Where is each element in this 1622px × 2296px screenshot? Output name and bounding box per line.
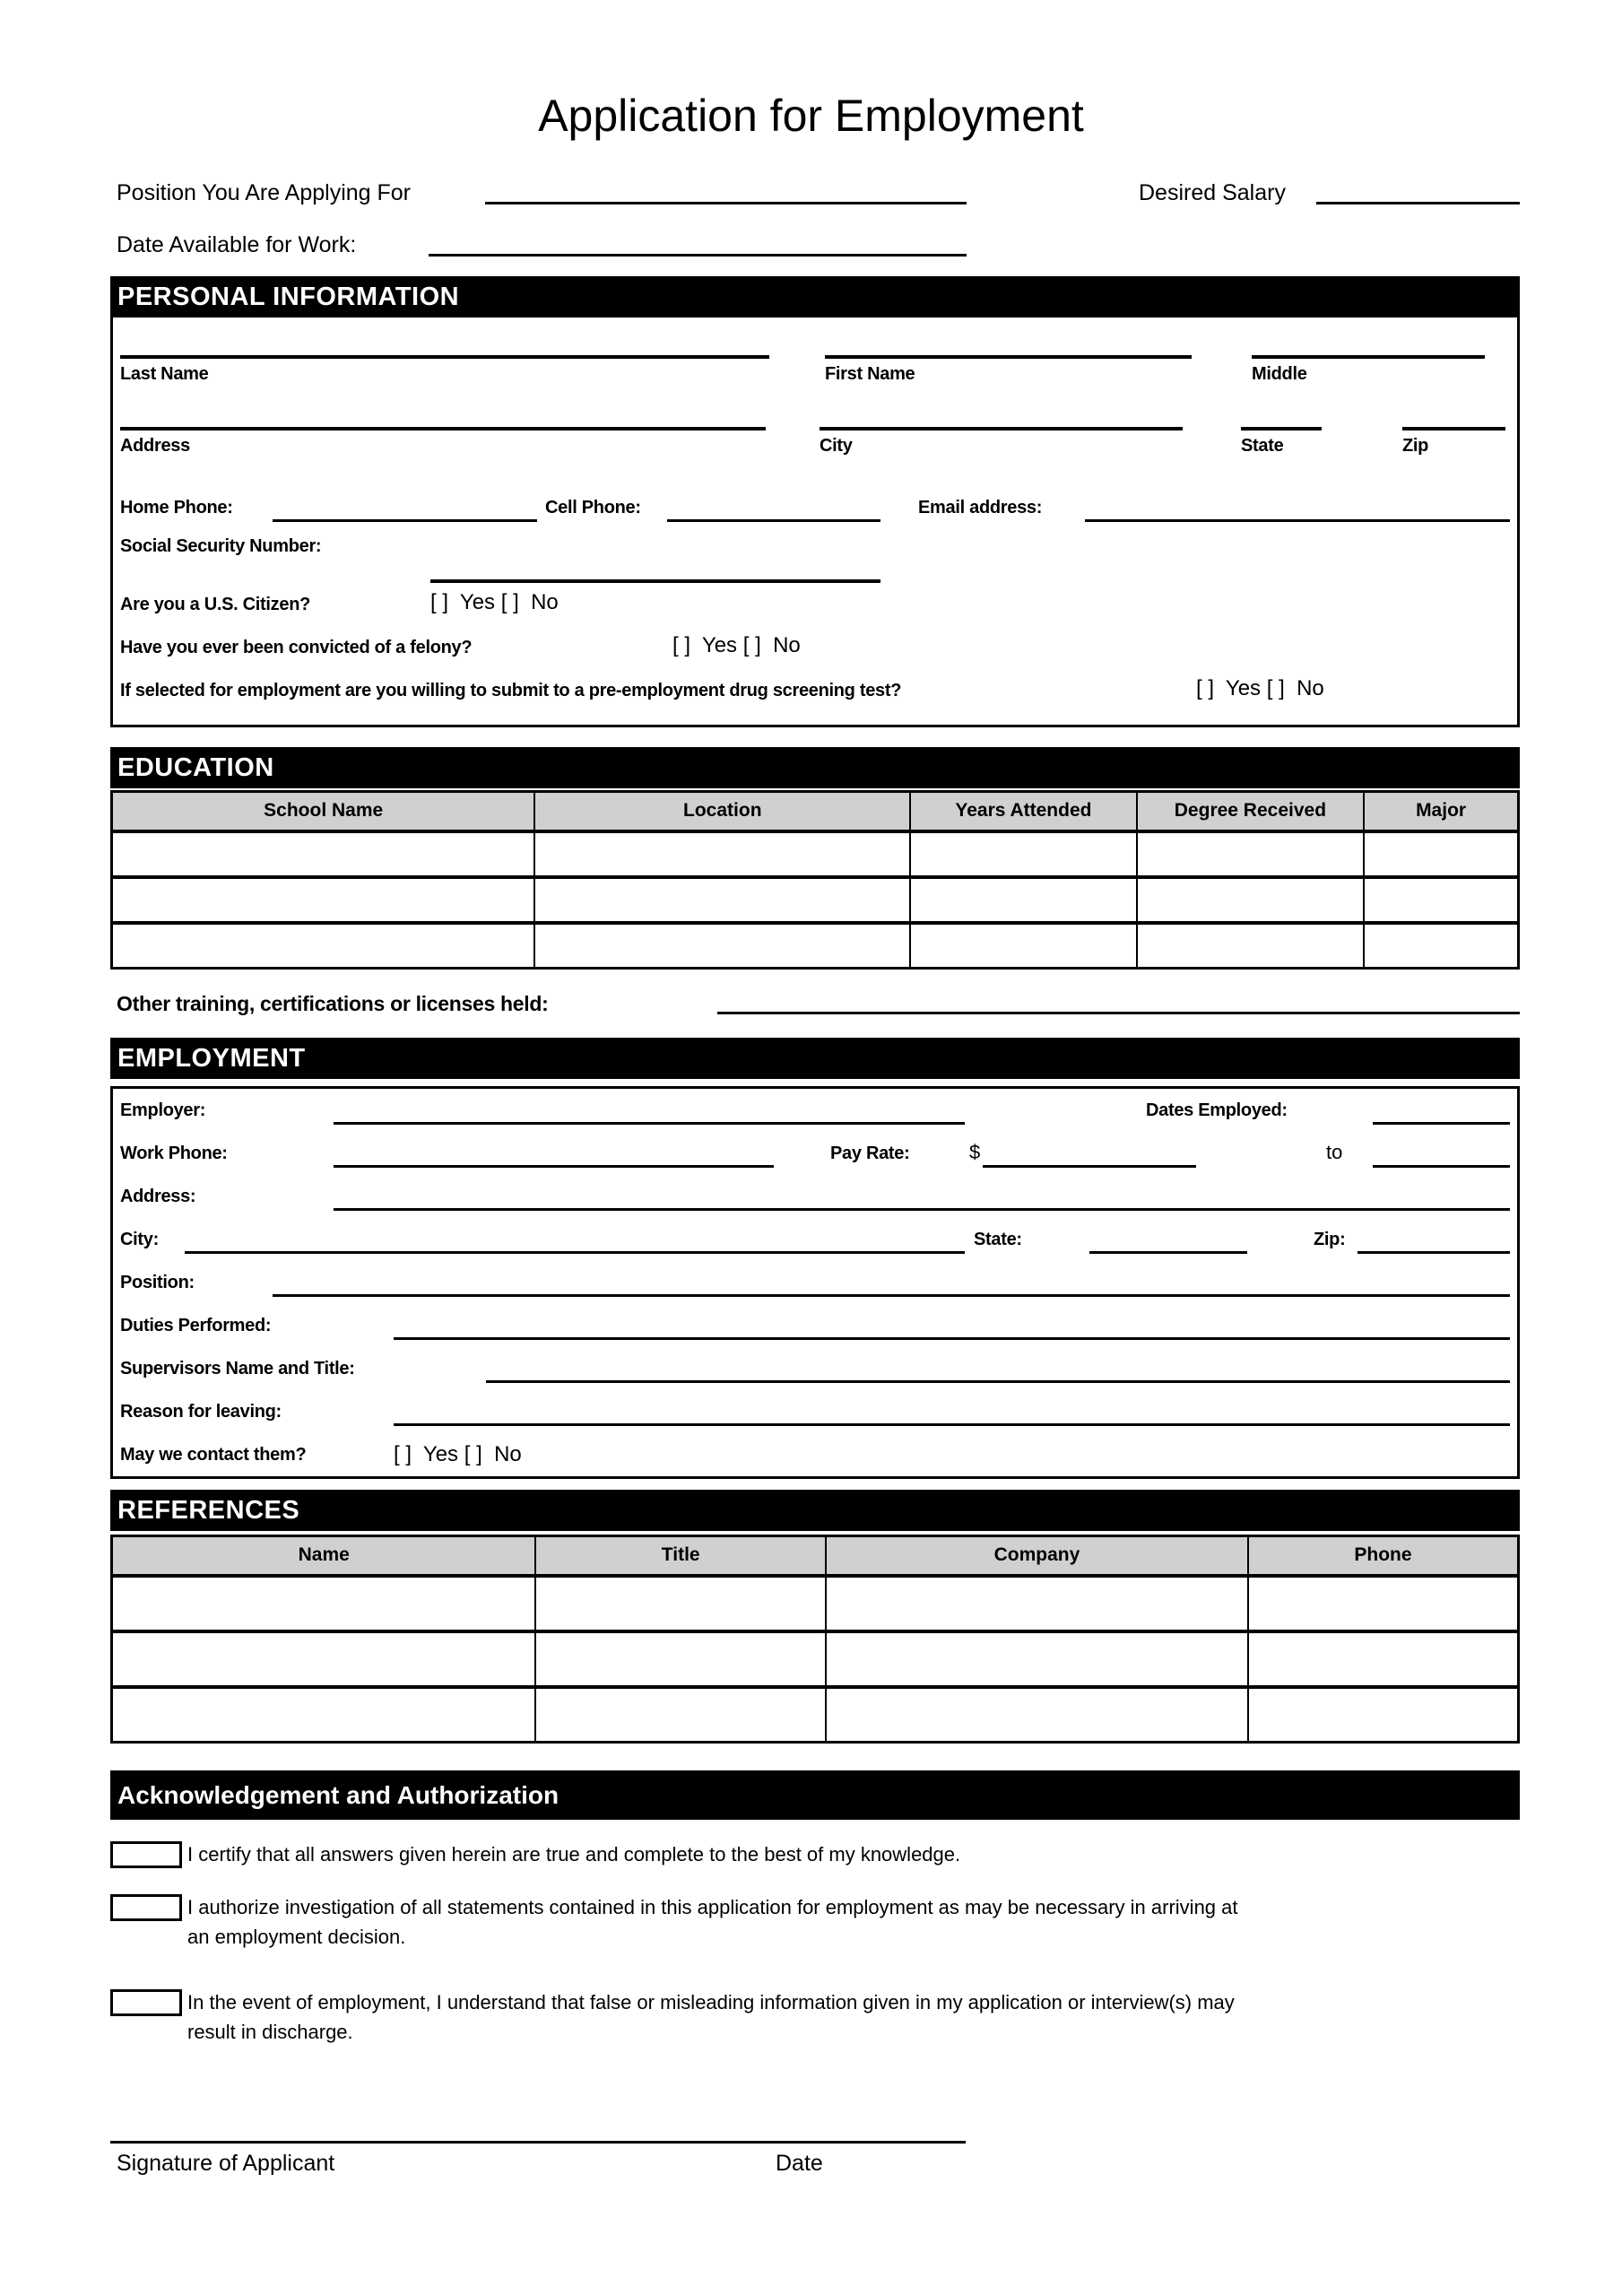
references-cell[interactable] <box>1248 1687 1519 1743</box>
education-cell[interactable] <box>1137 923 1364 969</box>
references-cell[interactable] <box>1248 1631 1519 1687</box>
dates-employed-from-line[interactable] <box>1373 1122 1510 1125</box>
other-training-label: Other training, certifications or licenses held: <box>117 992 549 1015</box>
cell-phone-input-line[interactable] <box>667 519 880 522</box>
references-row <box>112 1687 1519 1743</box>
references-header-row <box>112 1536 1519 1576</box>
pay-rate-to-label: to <box>1326 1141 1343 1163</box>
desired-salary-label: Desired Salary <box>1139 180 1286 205</box>
ssn-label: Social Security Number: <box>120 536 322 556</box>
education-col-degree-received: Degree Received <box>1137 792 1364 831</box>
references-cell[interactable] <box>826 1576 1248 1631</box>
references-col-title: Title <box>535 1536 826 1576</box>
state-input-line[interactable] <box>1241 395 1322 430</box>
position-applying-label: Position You Are Applying For <box>117 180 412 205</box>
zip-label: Zip <box>1402 436 1429 456</box>
reason-leaving-input-line[interactable] <box>394 1423 1510 1426</box>
education-cell[interactable] <box>1137 877 1364 923</box>
references-col-name: Name <box>112 1536 536 1576</box>
education-row <box>112 831 1519 877</box>
ack-item-authorize <box>110 1892 1520 1952</box>
home-phone-input-line[interactable] <box>273 519 537 522</box>
ack-item-certify <box>110 1839 1520 1869</box>
education-col-years-attended: Years Attended <box>910 792 1136 831</box>
signature-of-applicant-label: Signature of Applicant <box>117 2151 335 2176</box>
reason-leaving-row <box>120 1390 1510 1433</box>
references-row <box>112 1576 1519 1631</box>
ack-authorize-text-line2: an employment decision. <box>187 1926 406 1948</box>
top-row-position-salary <box>110 172 1520 212</box>
references-cell[interactable] <box>112 1631 536 1687</box>
name-fields-row <box>120 317 1510 387</box>
employment-box <box>110 1086 1520 1479</box>
zip-input-line[interactable] <box>1402 395 1505 430</box>
references-col-company: Company <box>826 1536 1248 1576</box>
position-row <box>120 1261 1510 1304</box>
references-cell[interactable] <box>112 1576 536 1631</box>
section-header-acknowledgement: Acknowledgement and Authorization <box>110 1770 1520 1820</box>
education-col-major: Major <box>1364 792 1518 831</box>
education-cell[interactable] <box>910 877 1136 923</box>
home-phone-label: Home Phone: <box>120 498 233 517</box>
top-row-date-available <box>110 224 1520 264</box>
supervisor-input-line[interactable] <box>486 1380 1510 1383</box>
citizen-question-label: Are you a U.S. Citizen? <box>120 595 311 614</box>
employer-label: Employer: <box>120 1100 206 1120</box>
education-table <box>110 790 1520 970</box>
address-label: Address <box>120 436 190 456</box>
address-input-line[interactable] <box>120 395 766 430</box>
section-header-employment: EMPLOYMENT <box>110 1038 1520 1079</box>
education-cell[interactable] <box>1364 923 1518 969</box>
employer-state-input-line[interactable] <box>1089 1251 1247 1254</box>
citizen-yes-no-checkboxes[interactable]: [ ] Yes [ ] No <box>430 590 559 614</box>
ack-certify-checkbox[interactable] <box>110 1841 182 1868</box>
references-cell[interactable] <box>112 1687 536 1743</box>
date-available-input-line[interactable] <box>429 254 967 257</box>
education-row <box>112 877 1519 923</box>
supervisor-name-title-label: Supervisors Name and Title: <box>120 1359 355 1378</box>
other-training-row <box>110 986 1520 1022</box>
contact-question-label: May we contact them? <box>120 1445 307 1465</box>
citizen-question-row <box>120 583 1510 624</box>
work-phone-input-line[interactable] <box>334 1165 774 1168</box>
employer-zip-label: Zip: <box>1314 1230 1346 1249</box>
employer-row <box>120 1089 1510 1132</box>
felony-question-row <box>120 624 1510 667</box>
education-cell[interactable] <box>112 831 535 877</box>
references-cell[interactable] <box>826 1687 1248 1743</box>
phone-email-row <box>120 468 1510 529</box>
state-label: State <box>1241 436 1284 456</box>
education-cell[interactable] <box>910 831 1136 877</box>
drug-test-question-label: If selected for employment are you willing to submit to a pre-employment drug screening test? <box>120 681 902 700</box>
employer-city-input-line[interactable] <box>185 1251 965 1254</box>
ack-discharge-text-line1: In the event of employment, I understand that false or misleading information given in my application or interview(s) may <box>187 1991 1235 2013</box>
references-col-phone: Phone <box>1248 1536 1519 1576</box>
city-input-line[interactable] <box>820 395 1183 430</box>
duties-row <box>120 1304 1510 1347</box>
city-label: City <box>820 436 853 456</box>
other-training-input-line[interactable] <box>717 1012 1520 1014</box>
references-cell[interactable] <box>535 1687 826 1743</box>
duties-performed-label: Duties Performed: <box>120 1316 272 1335</box>
references-cell[interactable] <box>535 1576 826 1631</box>
drug-test-question-row <box>120 667 1510 710</box>
employer-input-line[interactable] <box>334 1122 965 1125</box>
education-cell[interactable] <box>910 923 1136 969</box>
reason-leaving-label: Reason for leaving: <box>120 1402 282 1422</box>
personal-information-box <box>110 317 1520 727</box>
references-cell[interactable] <box>535 1631 826 1687</box>
ack-authorize-checkbox[interactable] <box>110 1894 182 1921</box>
position-held-input-line[interactable] <box>273 1294 1510 1297</box>
employer-address-input-line[interactable] <box>334 1208 1510 1211</box>
address-fields-row <box>120 395 1510 459</box>
middle-name-input-line[interactable] <box>1252 317 1485 359</box>
references-cell[interactable] <box>1248 1576 1519 1631</box>
ssn-row <box>120 529 1510 583</box>
signature-labels-row <box>110 2144 1520 2179</box>
education-cell[interactable] <box>534 923 910 969</box>
pay-rate-to-input-line[interactable] <box>1373 1165 1510 1168</box>
cell-phone-label: Cell Phone: <box>545 498 641 517</box>
ack-certify-text: I certify that all answers given herein are true and complete to the best of my knowledge. <box>187 1843 961 1866</box>
education-col-school-name: School Name <box>112 792 535 831</box>
page-title: Application for Employment <box>538 91 1084 141</box>
education-header-row <box>112 792 1519 831</box>
drug-test-yes-no-checkboxes[interactable]: [ ] Yes [ ] No <box>1196 676 1324 700</box>
ack-item-discharge <box>110 1987 1520 2047</box>
first-name-label: First Name <box>825 364 915 384</box>
employer-zip-input-line[interactable] <box>1357 1251 1510 1254</box>
dollar-sign: $ <box>969 1141 981 1163</box>
contact-yes-no-checkboxes[interactable]: [ ] Yes [ ] No <box>394 1442 522 1466</box>
references-row <box>112 1631 1519 1687</box>
section-header-personal-information: PERSONAL INFORMATION <box>110 276 1520 317</box>
education-col-location: Location <box>534 792 910 831</box>
ack-authorize-text-line1: I authorize investigation of all statements contained in this application for employment as may be necessary in arriving at <box>187 1896 1238 1918</box>
section-header-references: REFERENCES <box>110 1490 1520 1531</box>
pay-rate-input-line[interactable] <box>983 1165 1196 1168</box>
duties-performed-input-line[interactable] <box>394 1337 1510 1340</box>
felony-question-label: Have you ever been convicted of a felony? <box>120 638 473 657</box>
email-input-line[interactable] <box>1085 519 1510 522</box>
position-held-label: Position: <box>120 1273 195 1292</box>
date-available-label: Date Available for Work: <box>117 232 357 257</box>
references-cell[interactable] <box>826 1631 1248 1687</box>
last-name-input-line[interactable] <box>120 317 769 359</box>
section-header-education: EDUCATION <box>110 747 1520 788</box>
employer-city-state-zip-row <box>120 1218 1510 1261</box>
pay-rate-label: Pay Rate: <box>830 1144 910 1163</box>
ack-discharge-text-line2: result in discharge. <box>187 2021 353 2043</box>
education-cell[interactable] <box>534 831 910 877</box>
education-cell[interactable] <box>534 877 910 923</box>
desired-salary-input-line[interactable] <box>1316 202 1520 204</box>
work-phone-row <box>120 1132 1510 1175</box>
contact-question-row <box>120 1433 1510 1476</box>
signature-date-label: Date <box>776 2151 823 2176</box>
employer-address-label: Address: <box>120 1187 196 1206</box>
employer-city-label: City: <box>120 1230 159 1249</box>
education-cell[interactable] <box>1137 831 1364 877</box>
education-cell[interactable] <box>1364 831 1518 877</box>
first-name-input-line[interactable] <box>825 317 1192 359</box>
employer-state-label: State: <box>974 1230 1022 1249</box>
ack-discharge-checkbox[interactable] <box>110 1989 182 2016</box>
education-row <box>112 923 1519 969</box>
education-cell[interactable] <box>112 923 535 969</box>
email-address-label: Email address: <box>918 498 1043 517</box>
employer-address-row <box>120 1175 1510 1218</box>
education-cell[interactable] <box>1364 877 1518 923</box>
last-name-label: Last Name <box>120 364 209 384</box>
work-phone-label: Work Phone: <box>120 1144 228 1163</box>
references-table <box>110 1535 1520 1744</box>
supervisor-row <box>120 1347 1510 1390</box>
felony-yes-no-checkboxes[interactable]: [ ] Yes [ ] No <box>672 633 801 657</box>
position-applying-input-line[interactable] <box>485 202 967 204</box>
dates-employed-label: Dates Employed: <box>1146 1100 1288 1120</box>
education-cell[interactable] <box>112 877 535 923</box>
middle-name-label: Middle <box>1252 364 1307 384</box>
